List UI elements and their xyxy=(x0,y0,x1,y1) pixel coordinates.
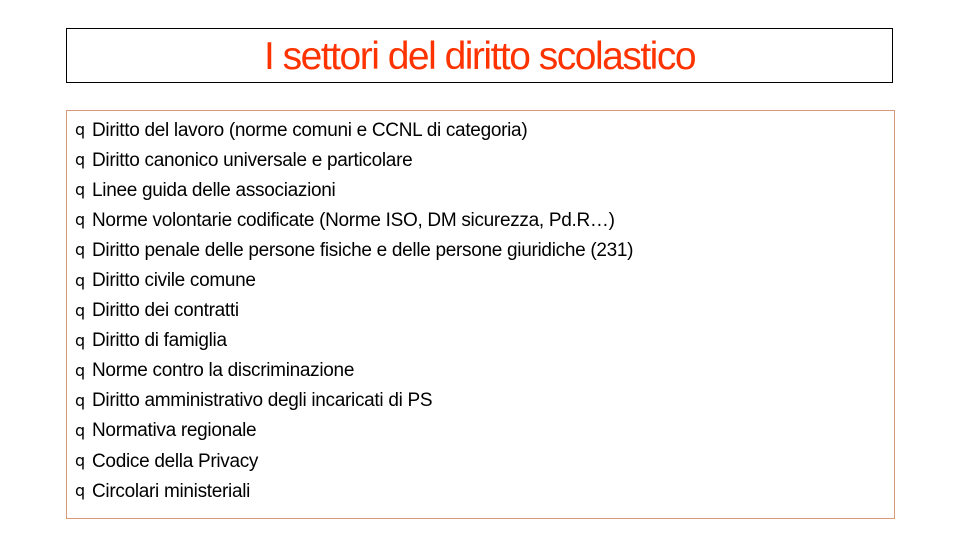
list-item xyxy=(75,205,633,235)
list-item xyxy=(75,356,633,386)
list-item xyxy=(75,115,633,145)
list-item-text: Norme contro la discriminazione xyxy=(92,360,355,382)
list-item xyxy=(75,296,633,326)
list-item-text: Circolari ministeriali xyxy=(92,480,251,502)
list-item xyxy=(75,446,633,476)
list-item-text: Diritto civile comune xyxy=(92,270,256,292)
list-item-text: Codice della Privacy xyxy=(92,450,259,472)
list-item-text: Diritto canonico universale e particolare xyxy=(92,149,413,171)
list-item-text: Diritto penale delle persone fisiche e delle persone giuridiche (231) xyxy=(92,239,634,261)
list-item xyxy=(75,416,633,446)
list-item-text: Normativa regionale xyxy=(92,420,257,442)
list-item xyxy=(75,476,633,506)
list-item xyxy=(75,326,633,356)
bullet-list xyxy=(75,115,633,506)
list-item-text: Linee guida delle associazioni xyxy=(92,179,336,201)
square-bullet-icon: q xyxy=(75,270,86,290)
title-box xyxy=(66,28,893,83)
square-bullet-icon: q xyxy=(75,180,86,200)
square-bullet-icon: q xyxy=(75,120,86,140)
square-bullet-icon: q xyxy=(75,210,86,230)
square-bullet-icon: q xyxy=(75,451,86,471)
square-bullet-icon: q xyxy=(75,300,86,320)
list-item-text: Norme volontarie codificate (Norme ISO, DM sicurezza, Pd.R…) xyxy=(92,209,615,231)
square-bullet-icon: q xyxy=(75,330,86,350)
slide-title: I settori del diritto scolastico xyxy=(263,34,696,78)
list-item xyxy=(75,175,633,205)
list-item-text: Diritto dei contratti xyxy=(92,300,239,322)
square-bullet-icon: q xyxy=(75,240,86,260)
content-box xyxy=(66,110,895,519)
square-bullet-icon: q xyxy=(75,420,86,440)
list-item xyxy=(75,386,633,416)
square-bullet-icon: q xyxy=(75,481,86,501)
square-bullet-icon: q xyxy=(75,360,86,380)
square-bullet-icon: q xyxy=(75,390,86,410)
list-item xyxy=(75,145,633,175)
list-item xyxy=(75,265,633,295)
list-item-text: Diritto del lavoro (norme comuni e CCNL di categoria) xyxy=(92,119,528,141)
square-bullet-icon: q xyxy=(75,150,86,170)
list-item xyxy=(75,235,633,265)
list-item-text: Diritto di famiglia xyxy=(92,330,227,352)
list-item-text: Diritto amministrativo degli incaricati di PS xyxy=(92,390,433,412)
